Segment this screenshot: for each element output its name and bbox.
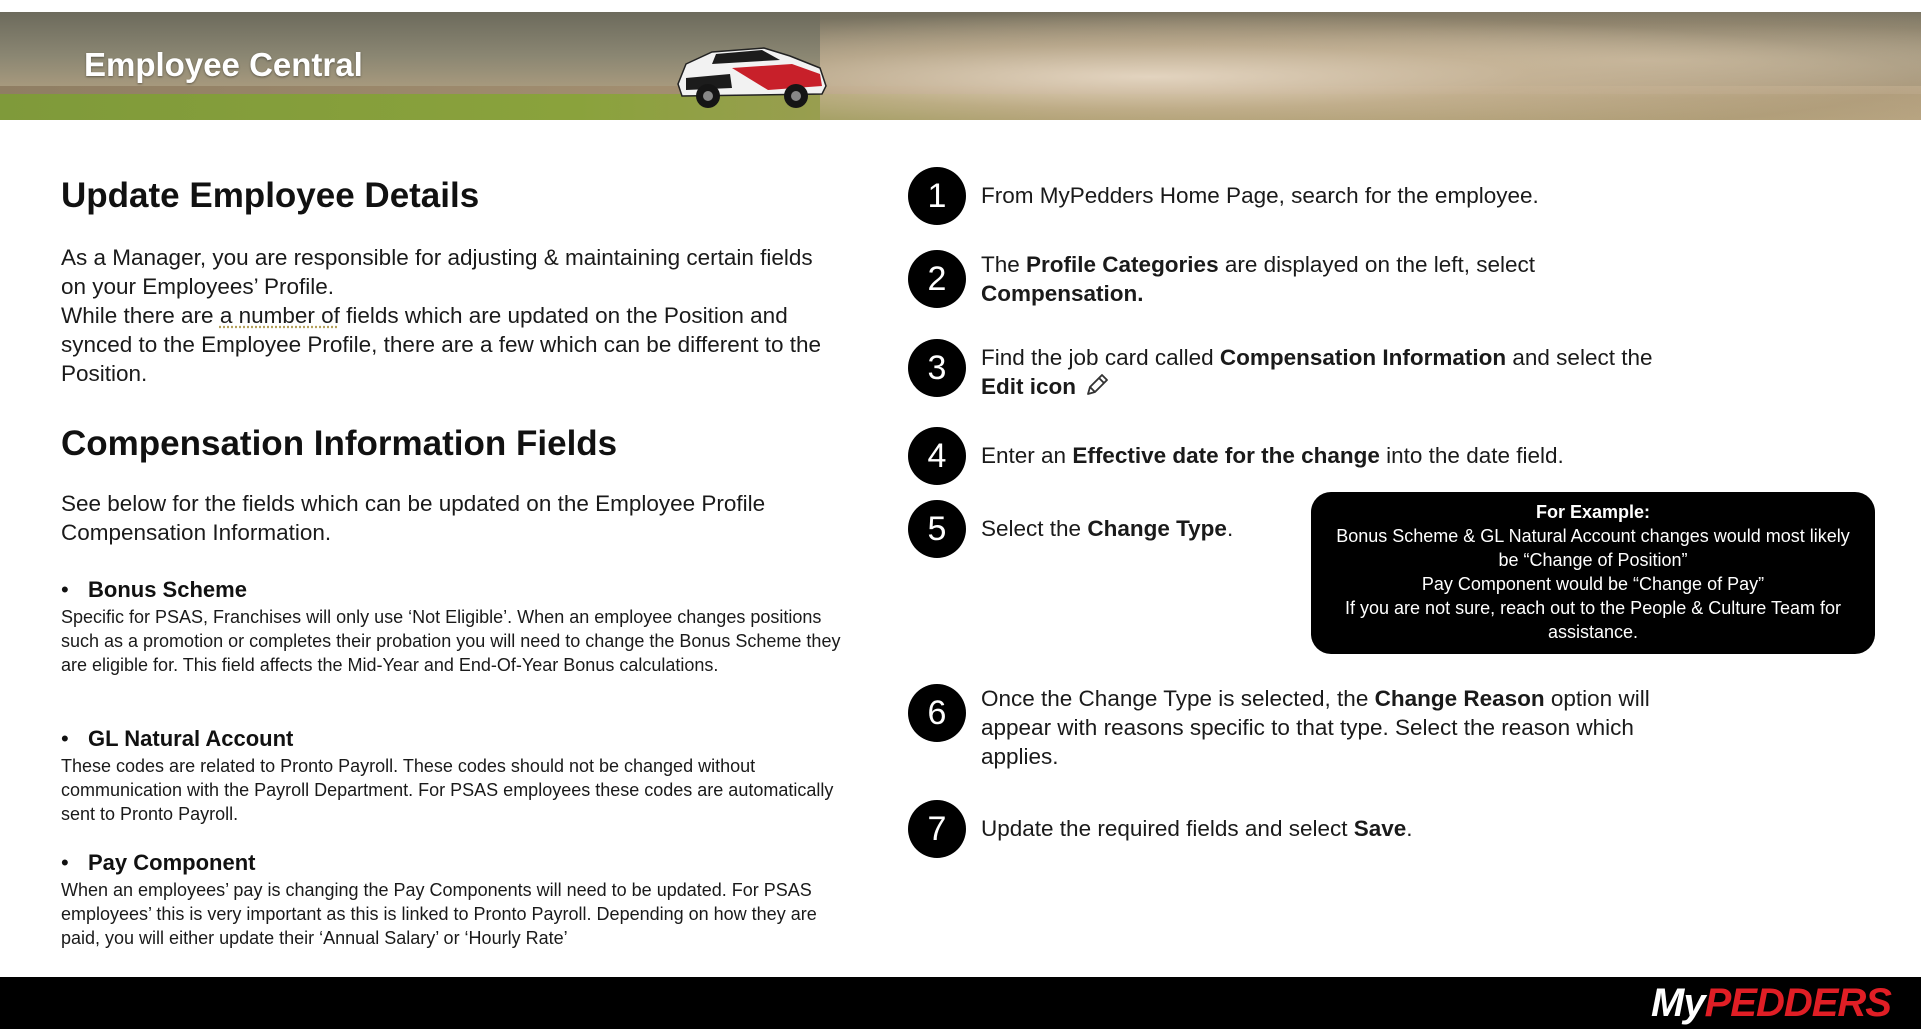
step-text [981, 814, 1701, 843]
step-text-bold: Edit icon [981, 374, 1076, 399]
step-number: 2 [908, 250, 966, 308]
callout-line: Bonus Scheme & GL Natural Account changes would most likely be “Change of Position” [1336, 526, 1850, 570]
step-text-part: Enter an [981, 443, 1073, 468]
example-callout [1311, 492, 1875, 654]
footer-bar [0, 977, 1921, 1029]
header-banner [0, 12, 1921, 120]
step-text-bold: Effective date for the change [1072, 443, 1380, 468]
bullet-title-bonus-scheme [61, 577, 247, 603]
intro-text-flagged: a number of [219, 303, 340, 328]
bullet-body-gl-natural-account: These codes are related to Pronto Payroll. These codes should not be changed without communication with the Payroll Department. For PSAS employees these codes are automatically sent to Pronto Payroll. [61, 756, 834, 824]
intro-text [61, 243, 831, 388]
bullet-dot: • [61, 577, 69, 602]
step-text-part: are displayed on the left, select [1218, 252, 1536, 277]
step-text-part: and select the [1506, 345, 1653, 370]
callout-line: Pay Component would be “Change of Pay” [1421, 574, 1765, 594]
step-text-part: . [1226, 516, 1234, 541]
step-text-part: From MyPedders Home Page, search for the employee. [981, 183, 1539, 208]
step-text-part: Find the job card called [981, 345, 1220, 370]
heading-update-employee-details: Update Employee Details [61, 176, 480, 215]
step-number: 4 [908, 427, 966, 485]
bullet-title: Bonus Scheme [88, 577, 247, 602]
step-number: 7 [908, 800, 966, 858]
bullet-title: Pay Component [88, 850, 256, 875]
heading-compensation-fields: Compensation Information Fields [61, 424, 618, 463]
step-text-part: . [1406, 816, 1413, 841]
callout-line: If you are not sure, reach out to the People & Culture Team for assistance. [1345, 598, 1841, 642]
step-text [981, 343, 1691, 405]
step-number: 3 [908, 339, 966, 397]
step-text-part: The [981, 252, 1027, 277]
bullet-dot: • [61, 726, 69, 751]
bullet-title-gl-natural-account [61, 726, 293, 752]
step-text [981, 441, 1701, 470]
intro-paragraph-2 [61, 301, 831, 388]
logo-pedders: PEDDERS [1704, 981, 1891, 1025]
intro-text-part: While there are [61, 303, 220, 328]
step-number: 5 [908, 500, 966, 558]
mypedders-logo [1651, 981, 1891, 1026]
rally-car-image [672, 34, 832, 114]
intro-paragraph-1: As a Manager, you are responsible for adjusting & maintaining certain fields on your Employees’ Profile. [61, 245, 813, 299]
step-text [981, 514, 1281, 543]
step-text-part: Update the required fields and select [981, 816, 1354, 841]
step-text [981, 684, 1701, 771]
step-text-part: option will appear with reasons specific to that type. Select the reason which applies. [981, 686, 1650, 769]
step-text-part: Once the Change Type is selected, the [981, 686, 1375, 711]
step-text-bold: Change Reason [1374, 686, 1545, 711]
callout-title: For Example: [1535, 502, 1651, 522]
step-text-bold: Change Type [1087, 516, 1227, 541]
bullet-title-pay-component [61, 850, 255, 876]
logo-my: My [1651, 981, 1705, 1025]
step-text-bold: Compensation. [981, 281, 1144, 306]
step-text [981, 250, 1601, 308]
step-text [981, 181, 1701, 210]
step-text-part: into the date field. [1379, 443, 1564, 468]
step-text-bold: Compensation Information [1219, 345, 1507, 370]
step-text-bold: Profile Categories [1026, 252, 1219, 277]
bullet-dot: • [61, 850, 69, 875]
pencil-icon [1084, 372, 1110, 405]
page-title: Employee Central [84, 46, 363, 83]
step-number: 6 [908, 684, 966, 742]
bullet-body-pay-component: When an employees’ pay is changing the Pay Components will need to be updated. For PSAS employees’ this is very important as this is linked to Pronto Payroll. Depending on how they are paid, you will either update their ‘Annual Salary’ or ‘Hourly Rate’ [61, 880, 817, 948]
compensation-intro: See below for the fields which can be updated on the Employee Profile Compensation Information. [61, 491, 766, 545]
intro-text-part: fields which are updated on the Position and synced to the Employee Profile, there are a few which can be different to the Position. [61, 303, 822, 386]
bullet-title: GL Natural Account [88, 726, 294, 751]
banner-dust [820, 12, 1921, 120]
step-text-bold: Save [1353, 816, 1407, 841]
step-number: 1 [908, 167, 966, 225]
bullet-body-bonus-scheme: Specific for PSAS, Franchises will only use ‘Not Eligible’. When an employee changes positions such as a promotion or completes their probation you will need to change the Bonus Scheme they are eligible for. This field affects the Mid-Year and End-Of-Year Bonus calculations. [61, 607, 841, 675]
step-text-part: Select the [981, 516, 1088, 541]
